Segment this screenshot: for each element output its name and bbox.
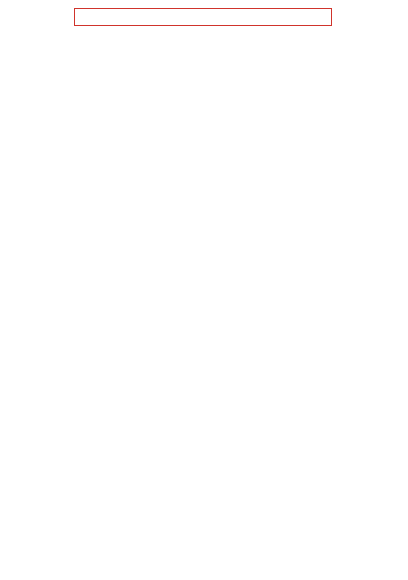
footer-contact bbox=[60, 538, 360, 552]
document-body bbox=[60, 72, 356, 527]
promo-banner bbox=[74, 8, 332, 26]
